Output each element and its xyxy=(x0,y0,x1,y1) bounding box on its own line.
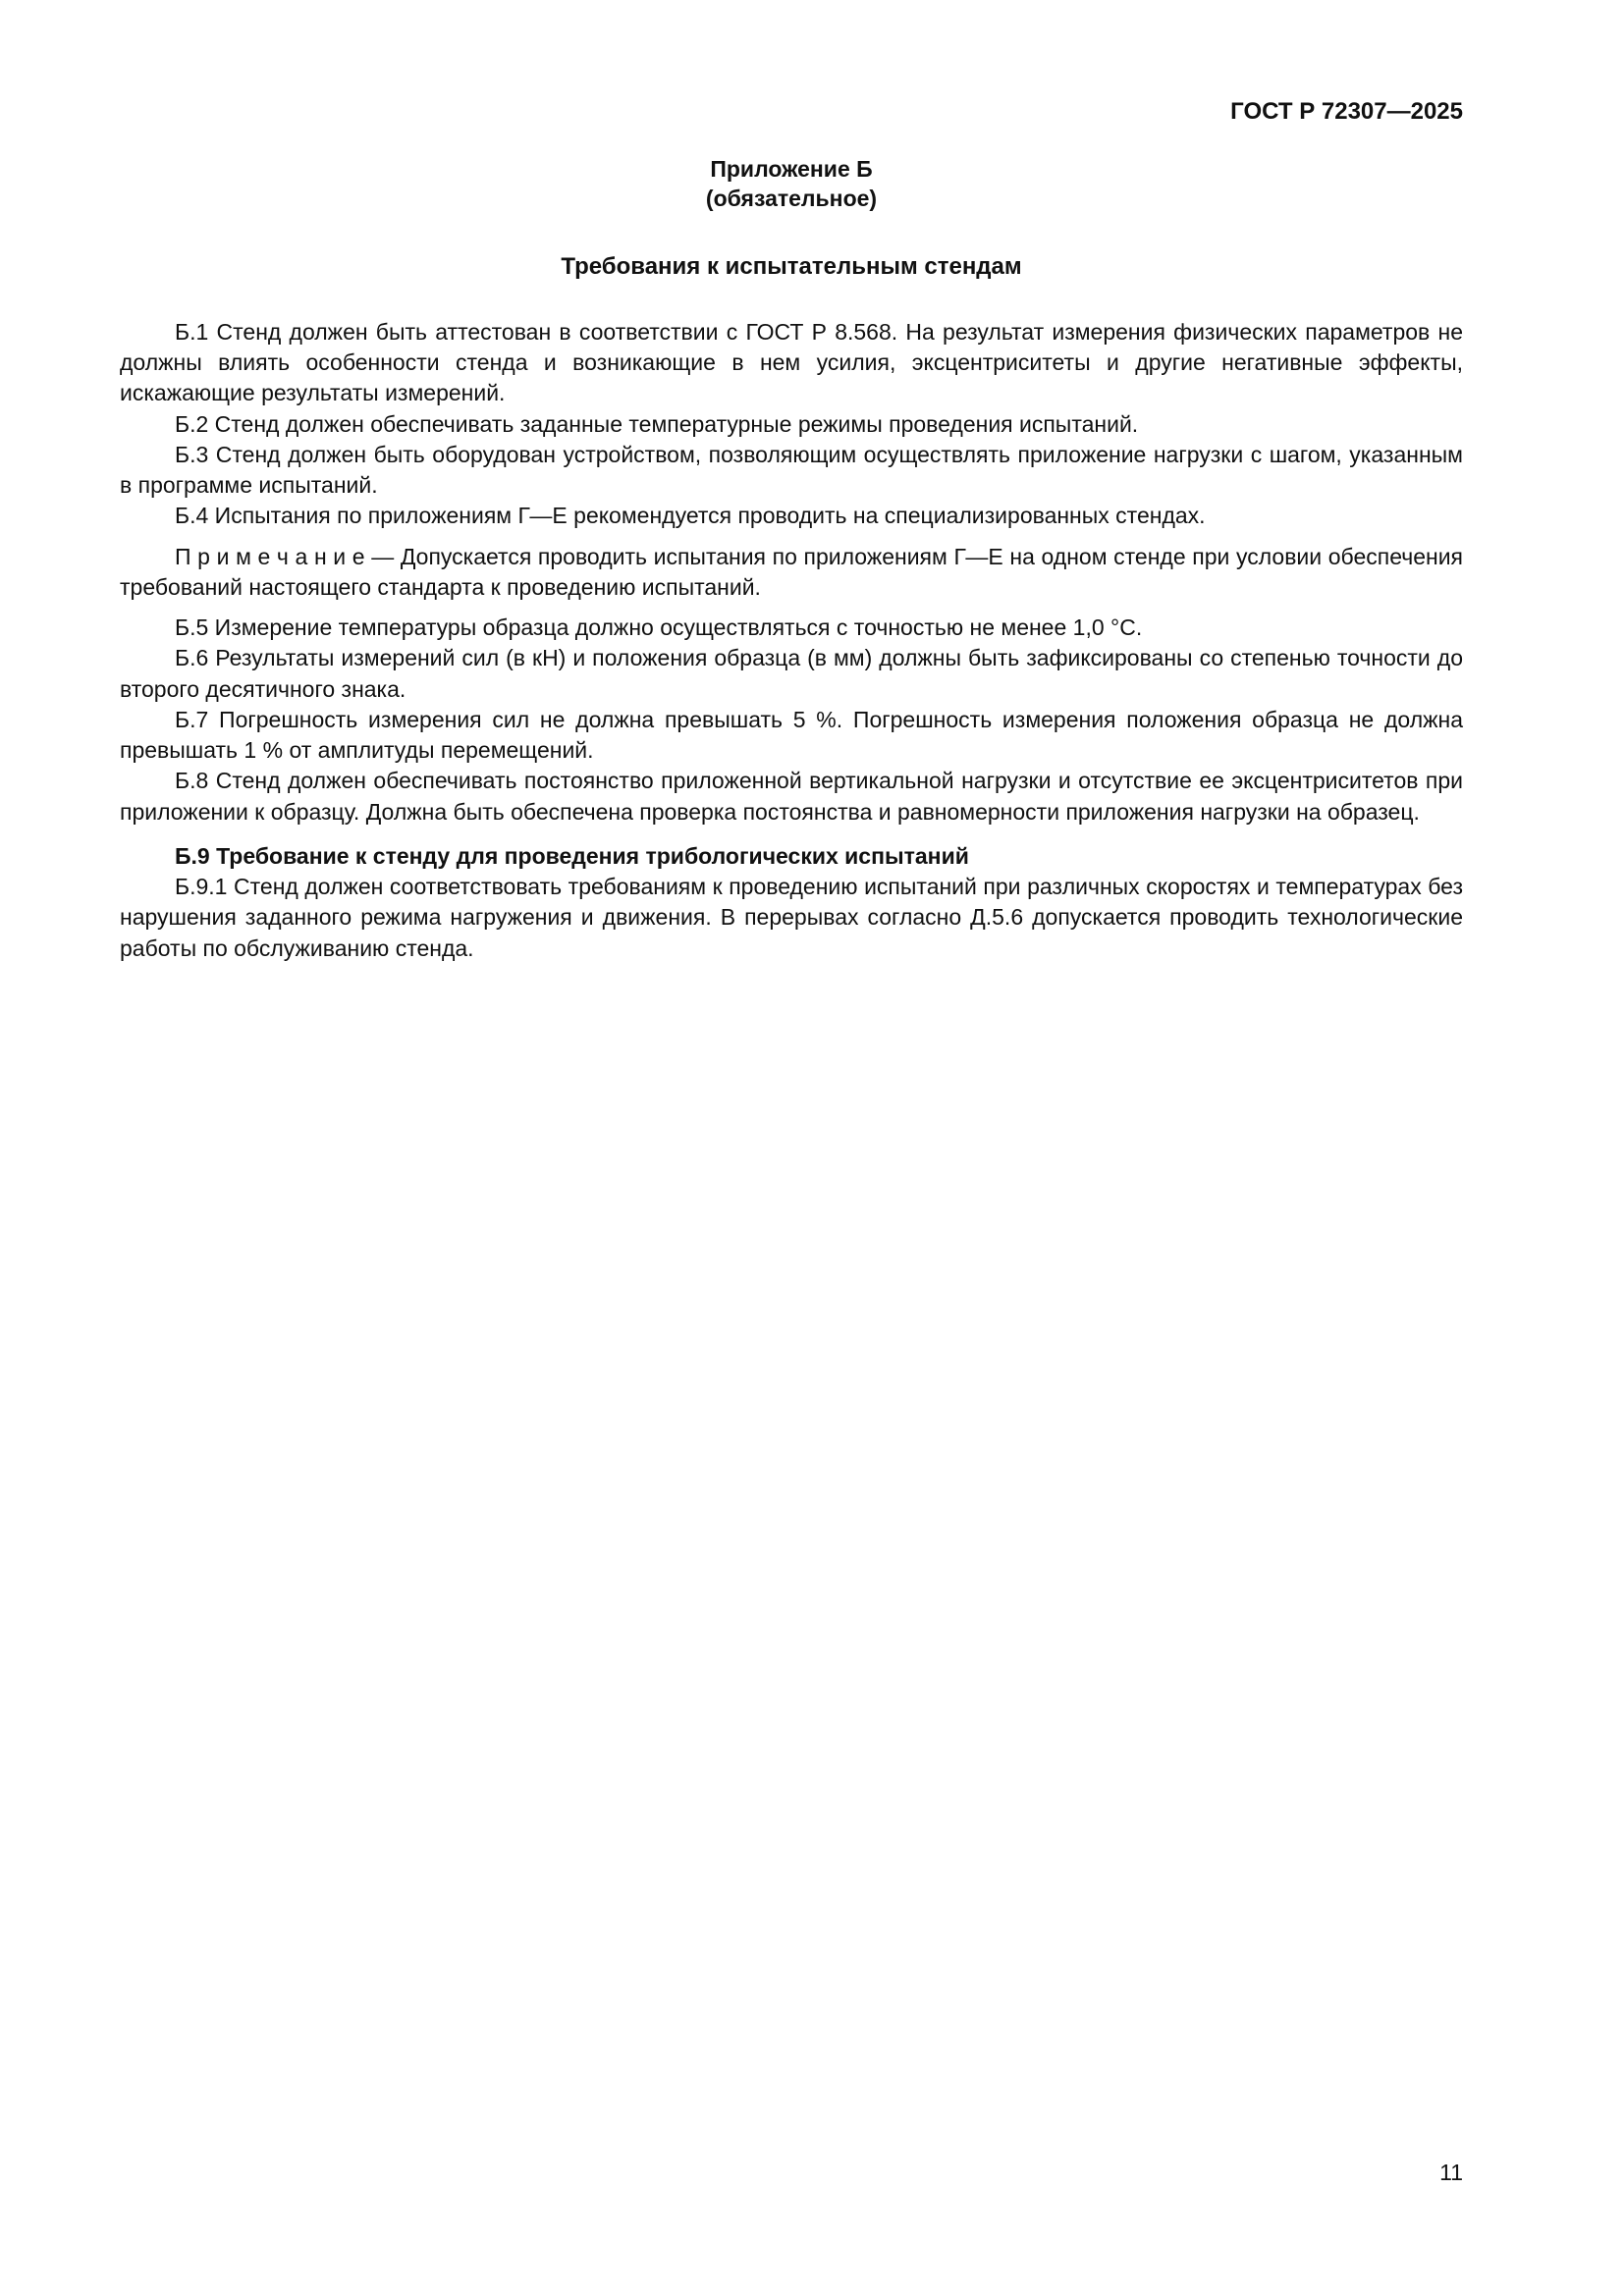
doc-code-header: ГОСТ Р 72307—2025 xyxy=(1230,98,1463,125)
appendix-heading xyxy=(120,154,1463,214)
paragraph-b9-1: Б.9.1 Стенд должен соответствовать требованиям к проведению испытаний при различных скоростях и температурах без нарушения заданного режима нагружения и движения. В перерывах согласно Д.5.6 допускается проводить технологические работы по обслуживанию стенда. xyxy=(120,874,1463,961)
paragraph-b2: Б.2 Стенд должен обеспечивать заданные температурные режимы проведения испытаний. xyxy=(175,410,1139,437)
page-number: 11 xyxy=(1439,2160,1463,2185)
appendix-subtitle: (обязательное) xyxy=(705,186,878,212)
paragraph-b6: Б.6 Результаты измерений сил (в кН) и положения образца (в мм) должны быть зафиксированы со степенью точности до второго десятичного знака. xyxy=(120,645,1463,702)
paragraph-b4: Б.4 Испытания по приложениям Г—Е рекомендуется проводить на специализированных стендах. xyxy=(175,503,1206,529)
section-title: Требования к испытательным стендам xyxy=(561,252,1022,280)
content-area xyxy=(120,98,1463,964)
appendix-title: Приложение Б xyxy=(710,155,873,182)
paragraph-b8: Б.8 Стенд должен обеспечивать постоянство приложенной вертикальной нагрузки и отсутствие ее эксцентриситетов при приложении к образцу. Должна быть обеспечена проверка постоянства и равномерности приложения нагрузки на образец. xyxy=(120,768,1463,825)
paragraph-b1: Б.1 Стенд должен быть аттестован в соответствии с ГОСТ Р 8.568. На результат измерения физических параметров не должны влиять особенности стенда и возникающие в нем усилия, эксцентриситеты и другие негативные эффекты, искажающие результаты измерений. xyxy=(120,318,1463,406)
paragraph-b9-heading: Б.9 Требование к стенду для проведения трибологических испытаний xyxy=(175,842,969,869)
paragraph-b3: Б.3 Стенд должен быть оборудован устройством, позволяющим осуществлять приложение нагрузки с шагом, указанным в программе испытаний. xyxy=(120,441,1463,499)
note-paragraph: П р и м е ч а н и е — Допускается проводить испытания по приложениям Г—Е на одном стенде при условии обеспечения требований настоящего стандарта к проведению испытаний. xyxy=(120,543,1463,600)
body-text xyxy=(120,317,1463,964)
paragraph-b5: Б.5 Измерение температуры образца должно осуществляться с точностью не менее 1,0 °С. xyxy=(175,614,1143,641)
paragraph-b7: Б.7 Погрешность измерения сил не должна превышать 5 %. Погрешность измерения положения образца не должна превышать 1 % от амплитуды перемещений. xyxy=(120,706,1463,764)
